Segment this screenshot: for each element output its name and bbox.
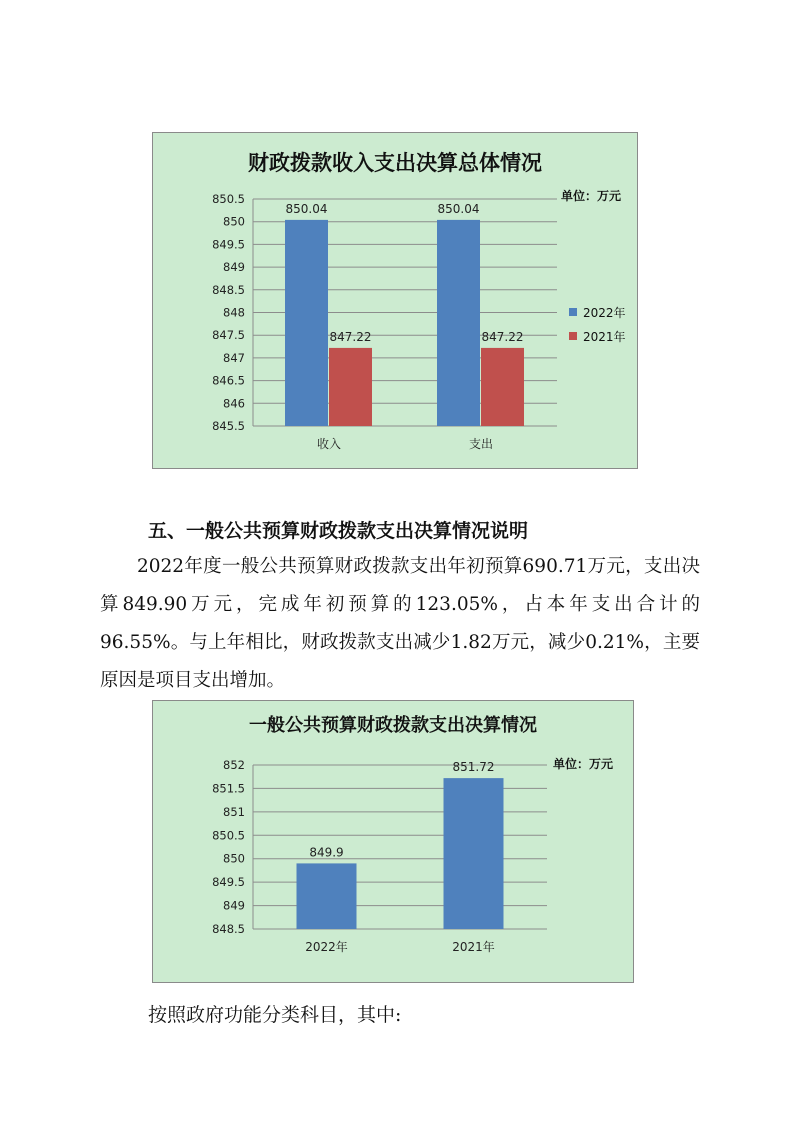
x-tick-label: 支出 (468, 437, 494, 451)
y-tick-label: 849.5 (212, 875, 245, 890)
data-label: 850.04 (437, 201, 480, 216)
data-label: 847.22 (329, 329, 372, 344)
y-tick-label: 852 (223, 758, 245, 772)
legend-label-2022: 2022年 (583, 305, 626, 320)
y-tick-label: 850 (223, 214, 245, 229)
chart-overall-legend (569, 300, 626, 348)
data-label: 849.9 (309, 845, 344, 860)
y-tick-label: 847 (223, 350, 245, 365)
chart-overall-unit: 单位：万元 (561, 189, 622, 203)
chart-overall-title: 财政拨款收入支出决算总体情况 (248, 151, 542, 175)
legend-swatch-2021 (569, 332, 577, 340)
y-tick-label: 848.5 (212, 922, 245, 936)
y-tick-label: 846 (223, 396, 245, 411)
data-label: 850.04 (285, 201, 328, 216)
y-tick-label: 850.5 (212, 828, 245, 843)
legend-label-2021: 2021年 (583, 329, 626, 344)
bar (285, 220, 328, 426)
x-tick-label: 2022年 (305, 940, 348, 954)
y-tick-label: 851 (223, 804, 245, 819)
y-tick-label: 851.5 (212, 781, 245, 796)
chart-general-budget (152, 700, 634, 983)
y-tick-label: 850 (223, 851, 245, 866)
chart-general-budget-unit: 单位：万元 (553, 757, 614, 771)
chart-overall (152, 132, 638, 469)
x-tick-label: 2021年 (452, 940, 495, 954)
y-tick-label: 846.5 (212, 373, 245, 388)
data-label: 847.22 (481, 329, 524, 344)
bar (444, 778, 504, 929)
y-tick-label: 849 (223, 898, 245, 913)
y-tick-label: 849 (223, 260, 245, 275)
legend-item-2021 (569, 324, 626, 348)
y-tick-label: 849.5 (212, 237, 245, 252)
y-tick-label: 848 (223, 305, 245, 320)
chart-general-budget-plot (153, 701, 635, 984)
y-tick-label: 848.5 (212, 282, 245, 297)
section-paragraph: 2022年度一般公共预算财政拨款支出年初预算690.71万元，支出决算849.90万元，完成年初预算的123.05%，占本年支出合计的96.55%。与上年相比，财政拨款支出减少1.82万元，减少0.21%，主要原因是项目支出增加。 (100, 556, 700, 691)
bar (329, 348, 372, 426)
section-heading: 五、一般公共预算财政拨款支出决算情况说明 (148, 520, 529, 542)
y-tick-label: 847.5 (212, 328, 245, 343)
classification-note: 按照政府功能分类科目，其中: (148, 1004, 402, 1026)
legend-swatch-2022 (569, 308, 577, 316)
bar (481, 348, 524, 426)
data-label: 851.72 (452, 760, 495, 775)
x-tick-label: 收入 (316, 437, 342, 451)
chart-overall-plot (153, 133, 639, 470)
y-tick-label: 845.5 (212, 419, 245, 433)
bar (437, 220, 480, 426)
chart-general-budget-title: 一般公共预算财政拨款支出决算情况 (249, 715, 537, 736)
y-tick-label: 850.5 (212, 192, 245, 206)
legend-item-2022 (569, 300, 626, 324)
bar (297, 863, 357, 929)
